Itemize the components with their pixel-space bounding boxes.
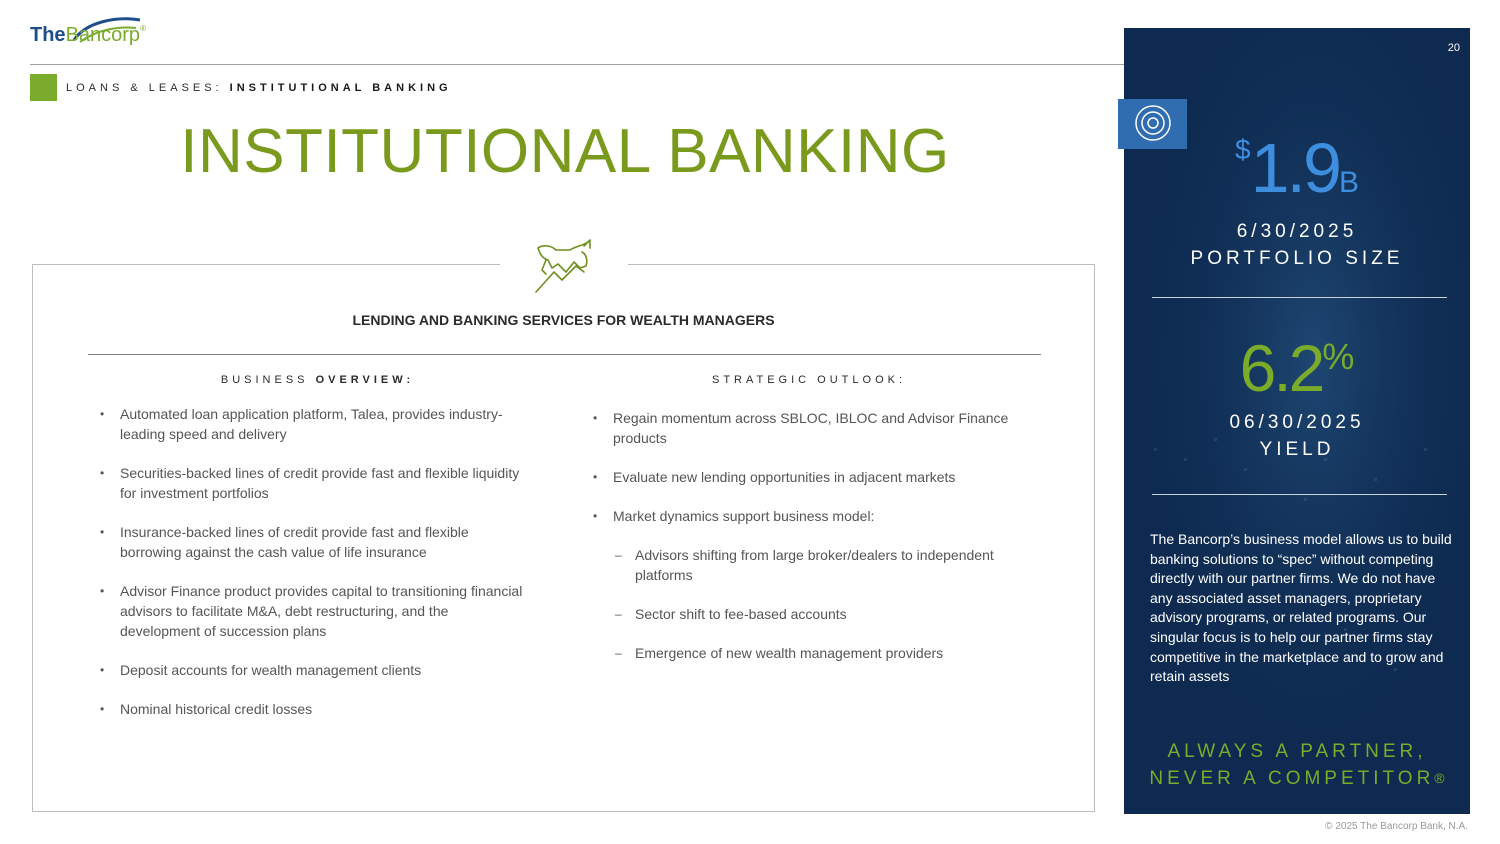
bull-chart-icon xyxy=(532,238,594,296)
breadcrumb-page: INSTITUTIONAL BANKING xyxy=(229,82,452,94)
portfolio-size-unit: B xyxy=(1338,166,1359,199)
portfolio-size-stat xyxy=(1124,128,1470,208)
portfolio-size-value: 1.9 xyxy=(1250,129,1339,207)
breadcrumb xyxy=(66,82,452,94)
list-item: • Nominal historical credit losses xyxy=(100,699,525,719)
portfolio-size-date: 6/30/2025 xyxy=(1236,221,1358,242)
list-item: • Evaluate new lending opportunities in adjacent markets xyxy=(593,467,1033,487)
panel-divider xyxy=(1152,494,1447,495)
list-item: • Market dynamics support business model: xyxy=(593,506,1033,526)
logo-registered: ® xyxy=(140,24,146,33)
portfolio-size-symbol: $ xyxy=(1235,134,1251,165)
outlook-heading: STRATEGIC OUTLOOK: xyxy=(711,374,907,386)
list-item: • Deposit accounts for wealth management clients xyxy=(100,660,525,680)
tagline-line2 xyxy=(1124,765,1470,792)
overview-heading-light: BUSINESS xyxy=(220,374,309,386)
page-title: INSTITUTIONAL BANKING xyxy=(180,117,950,186)
yield-value: 6.2 xyxy=(1239,331,1323,405)
copyright: © 2025 The Bancorp Bank, N.A. xyxy=(1325,821,1468,832)
tagline-registered-mark: ® xyxy=(1434,770,1445,786)
portfolio-size-caption: PORTFOLIO SIZE xyxy=(1190,248,1404,269)
yield-label xyxy=(1124,409,1470,463)
company-logo xyxy=(30,16,170,60)
card-title: LENDING AND BANKING SERVICES FOR WEALTH MANAGERS xyxy=(352,312,775,328)
list-item: • Insurance-backed lines of credit provide fast and flexible borrowing against the cash value of life insurance xyxy=(100,522,525,562)
card-divider xyxy=(88,354,1041,355)
list-subitem: – Advisors shifting from large broker/dealers to independent platforms xyxy=(593,545,1033,585)
list-item: • Regain momentum across SBLOC, IBLOC and Advisor Finance products xyxy=(593,408,1033,448)
page-number: 20 xyxy=(1447,42,1460,54)
logo-bancorp: Bancorp xyxy=(65,24,141,46)
yield-date: 06/30/2025 xyxy=(1229,412,1365,433)
list-item: • Securities-backed lines of credit provide fast and flexible liquidity for investment portfolios xyxy=(100,463,525,503)
panel-divider xyxy=(1152,297,1447,298)
overview-heading xyxy=(120,374,515,386)
tagline-line1: ALWAYS A PARTNER, xyxy=(1167,741,1427,762)
tagline-line2-text: NEVER A COMPETITOR xyxy=(1149,768,1435,789)
list-subitem: – Sector shift to fee-based accounts xyxy=(593,604,1033,624)
outlook-list xyxy=(593,408,1033,682)
breadcrumb-marker xyxy=(30,74,57,101)
yield-caption: YIELD xyxy=(1259,439,1335,460)
breadcrumb-section: LOANS & LEASES: xyxy=(66,82,223,94)
overview-heading-bold: OVERVIEW: xyxy=(315,374,415,386)
logo-the: The xyxy=(30,24,66,46)
yield-unit: % xyxy=(1322,336,1355,377)
logo-text xyxy=(30,24,146,47)
list-item: • Automated loan application platform, Talea, provides industry-leading speed and delivery xyxy=(100,404,525,444)
business-model-paragraph: The Bancorp’s business model allows us to build banking solutions to “spec” without competing directly with our partner firms. We do not have any associated asset managers, proprietary advisory programs, or related programs. Our singular focus is to help our partner firms stay competitive in the marketplace and to grow and retain assets xyxy=(1150,531,1452,685)
list-subitem: – Emergence of new wealth management providers xyxy=(593,643,1033,663)
overview-list xyxy=(100,404,525,738)
portfolio-size-label xyxy=(1124,218,1470,272)
list-item: • Advisor Finance product provides capital to transitioning financial advisors to facilitate M&A, debt restructuring, and the development of succession plans xyxy=(100,581,525,641)
tagline xyxy=(1124,738,1470,792)
yield-stat xyxy=(1124,330,1470,406)
